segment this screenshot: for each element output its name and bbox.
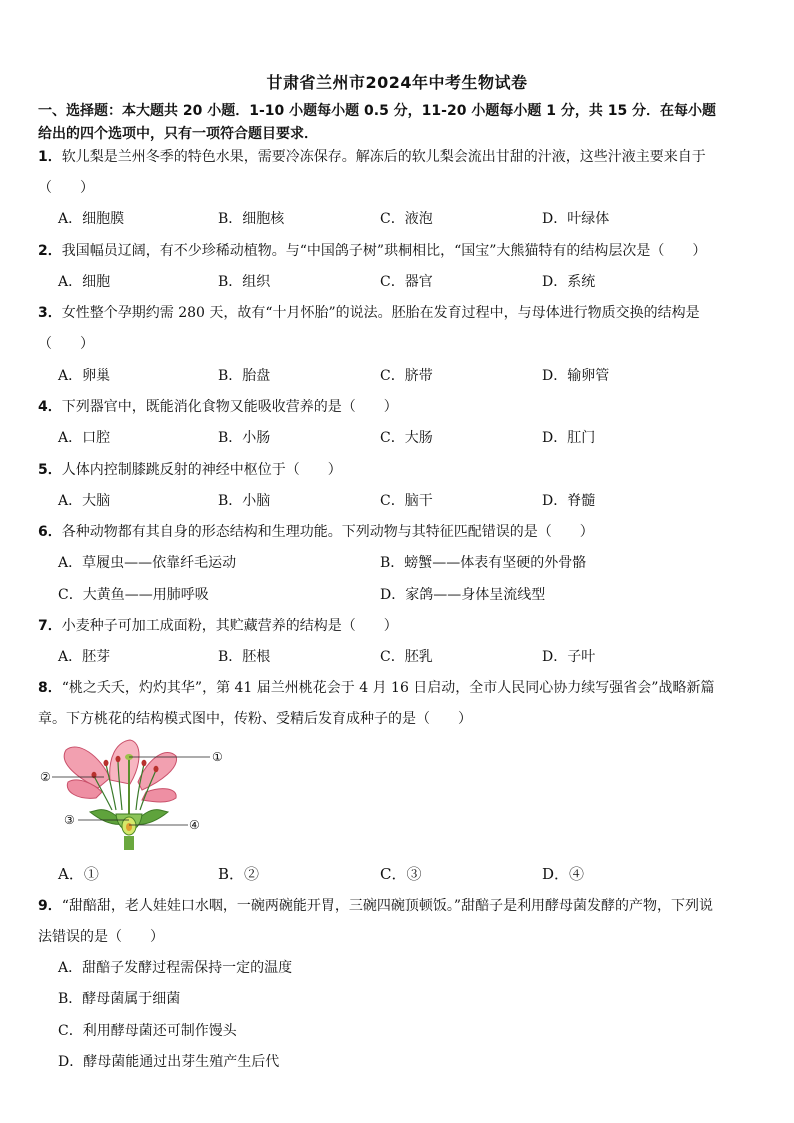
question-text: （ ）: [38, 336, 94, 352]
option-a[interactable]: A．口腔: [58, 430, 111, 446]
option-d[interactable]: D．家鸽——身体呈流线型: [380, 587, 546, 603]
section-heading-line-1: 一、选择题：本大题共 20 小题．1-10 小题每小题 0.5 分，11-20 小题每小题 1 分，共 15 分．在每小题: [38, 103, 717, 119]
option-a[interactable]: A．甜醅子发酵过程需保持一定的温度: [58, 960, 293, 976]
figure-label-2: ②: [40, 770, 51, 784]
question-number: 3．: [38, 305, 62, 321]
question-text: “甜醅甜，老人娃娃口水咽，一碗两碗能开胃，三碗四碗顶顿饭。”甜醅子是利用酵母菌发酵的产物，下列说: [61, 898, 714, 914]
page-title: 甘肃省兰州市2024年中考生物试卷: [266, 73, 528, 92]
question-text: 软儿梨是兰州冬季的特色水果，需要冷冻保存。解冻后的软儿梨会流出甘甜的汁液，这些汁液主要来自于: [61, 149, 706, 165]
question-text: 我国幅员辽阔，有不少珍稀动植物。与“中国鸽子树”珙桐相比，“国宝”大熊猫特有的结构层次是（ ）: [61, 243, 707, 259]
question-number: 1．: [38, 149, 62, 165]
option-a[interactable]: A．①: [58, 865, 99, 883]
peach-flower-diagram: [38, 738, 228, 858]
question-number: 7．: [38, 618, 62, 634]
question-text: 法错误的是（ ）: [38, 929, 164, 945]
figure-label-1: ①: [212, 750, 223, 764]
option-a[interactable]: A．草履虫——依靠纤毛运动: [58, 555, 237, 571]
flower-structure-illustration: [38, 738, 228, 858]
question-number: 2．: [38, 243, 62, 259]
question-text: 下列器官中，既能消化食物又能吸收营养的是（ ）: [61, 399, 398, 415]
option-b[interactable]: B．②: [218, 865, 260, 883]
option-c[interactable]: C．利用酵母菌还可制作馒头: [58, 1023, 237, 1039]
option-d[interactable]: D．子叶: [542, 649, 596, 665]
section-heading: [38, 100, 760, 146]
option-c[interactable]: C．脑干: [380, 493, 433, 509]
option-d[interactable]: D．脊髓: [542, 493, 596, 509]
figure-label-3: ③: [64, 813, 75, 827]
question-text: 人体内控制膝跳反射的神经中枢位于（ ）: [61, 462, 342, 478]
option-a[interactable]: A．大脑: [58, 493, 111, 509]
option-b[interactable]: B．组织: [218, 274, 271, 290]
question-text: 各种动物都有其自身的形态结构和生理功能。下列动物与其特征匹配错误的是（ ）: [61, 524, 594, 540]
option-b[interactable]: B．小肠: [218, 430, 271, 446]
question-text: 小麦种子可加工成面粉，其贮藏营养的结构是（ ）: [61, 618, 398, 634]
question-number: 5．: [38, 462, 62, 478]
question-number: 4．: [38, 399, 62, 415]
option-a[interactable]: A．卵巢: [58, 368, 111, 384]
option-b[interactable]: B．螃蟹——体表有坚硬的外骨骼: [380, 555, 587, 571]
question-text: （ ）: [38, 180, 94, 196]
option-a[interactable]: A．胚芽: [58, 649, 111, 665]
option-c[interactable]: C．大黄鱼——用肺呼吸: [58, 587, 209, 603]
figure-label-4: ④: [189, 818, 200, 832]
option-d[interactable]: D．叶绿体: [542, 211, 610, 227]
question-number: 6．: [38, 524, 62, 540]
option-b[interactable]: B．小脑: [218, 493, 271, 509]
option-b[interactable]: B．细胞核: [218, 211, 285, 227]
question-number: 9．: [38, 898, 62, 914]
option-b[interactable]: B．胚根: [218, 649, 271, 665]
question-text: “桃之夭夭，灼灼其华”，第 41 届兰州桃花会于 4 月 16 日启动，全市人民同心协力续写强省会”战略新篇: [61, 680, 715, 696]
option-d[interactable]: D．酵母菌能通过出芽生殖产生后代: [58, 1054, 280, 1070]
question-number: 8．: [38, 680, 62, 696]
option-c[interactable]: C．液泡: [380, 211, 433, 227]
option-c[interactable]: C．③: [380, 865, 422, 883]
option-c[interactable]: C．大肠: [380, 430, 433, 446]
option-d[interactable]: D．输卵管: [542, 368, 610, 384]
option-a[interactable]: A．细胞膜: [58, 211, 125, 227]
section-heading-line-2: 给出的四个选项中，只有一项符合题目要求．: [38, 126, 318, 142]
option-b[interactable]: B．胎盘: [218, 368, 271, 384]
option-d[interactable]: D．肛门: [542, 430, 596, 446]
option-d[interactable]: D．④: [542, 865, 585, 883]
option-a[interactable]: A．细胞: [58, 274, 111, 290]
option-b[interactable]: B．酵母菌属于细菌: [58, 991, 181, 1007]
question-text: 章。下方桃花的结构模式图中，传粉、受精后发育成种子的是（ ）: [38, 711, 472, 727]
option-d[interactable]: D．系统: [542, 274, 596, 290]
option-c[interactable]: C．胚乳: [380, 649, 433, 665]
question-text: 女性整个孕期约需 280 天，故有“十月怀胎”的说法。胚胎在发育过程中，与母体进行物质交换的结构是: [61, 305, 700, 321]
option-c[interactable]: C．器官: [380, 274, 433, 290]
option-c[interactable]: C．脐带: [380, 368, 433, 384]
